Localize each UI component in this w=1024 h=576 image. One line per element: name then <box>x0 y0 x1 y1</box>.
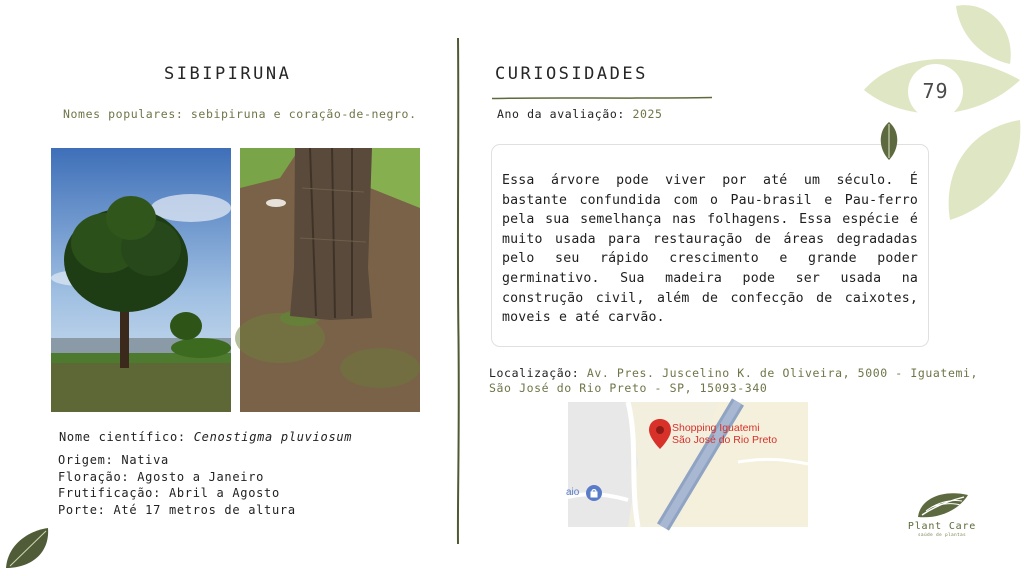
column-divider <box>456 38 460 544</box>
scientific-label: Nome científico: <box>59 430 186 444</box>
shopping-bag-icon[interactable] <box>586 485 602 501</box>
brand-logo-icon <box>914 487 970 519</box>
popular-names: Nomes populares: sebipiruna e coração-de-negro. <box>63 107 417 121</box>
tree-photo <box>51 148 231 412</box>
map-pin-icon[interactable] <box>649 419 671 449</box>
leaf-icon <box>879 122 899 160</box>
fruiting: Frutificação: Abril a Agosto <box>58 486 280 500</box>
location-map[interactable] <box>568 402 808 527</box>
location-label: Localização: <box>489 366 580 380</box>
curiosities-title: CURIOSIDADES <box>495 64 648 84</box>
leaf-icon <box>2 526 54 572</box>
map-place-label[interactable] <box>672 422 777 446</box>
location <box>489 366 979 396</box>
map-partial-label: aio <box>566 487 580 498</box>
scientific-name-line <box>59 430 352 444</box>
location-value: Av. Pres. Juscelino K. de Oliveira, 5000 - Iguatemi, São José do Rio Preto - SP, 15093-340 <box>489 366 979 395</box>
origin: Origem: Nativa <box>58 453 169 467</box>
year-value: 2025 <box>632 107 663 121</box>
plant-title: SIBIPIRUNA <box>164 64 292 84</box>
brand-tagline: saúde de plantas <box>917 533 967 538</box>
map-place-line2: São José do Rio Preto <box>672 434 778 446</box>
page-number: 79 <box>908 64 963 119</box>
map-place-line1: Shopping Iguatemi <box>672 422 760 434</box>
flowering: Floração: Agosto a Janeiro <box>58 470 265 484</box>
year-label: Ano da avaliação: <box>497 107 625 121</box>
plant-size: Porte: Até 17 metros de altura <box>58 503 296 517</box>
brand-name: Plant Care <box>907 521 977 532</box>
evaluation-year <box>497 107 663 121</box>
trunk-photo <box>240 148 420 412</box>
scientific-name: Cenostigma pluviosum <box>193 430 353 444</box>
curiosity-text: Essa árvore pode viver por até um século. É bastante confundida com o Pau-brasil e Pau-ferro pela sua semelhança nas folhagens. Essa espécie é muito usada para restauração de áreas degradadas pelo seu rápido crescimento e grande poder germinativo. Sua madeira pode ser usada na construção civil, além de confecção de caixotes, moveis e até carvão. <box>502 173 918 326</box>
title-underline <box>492 85 712 89</box>
